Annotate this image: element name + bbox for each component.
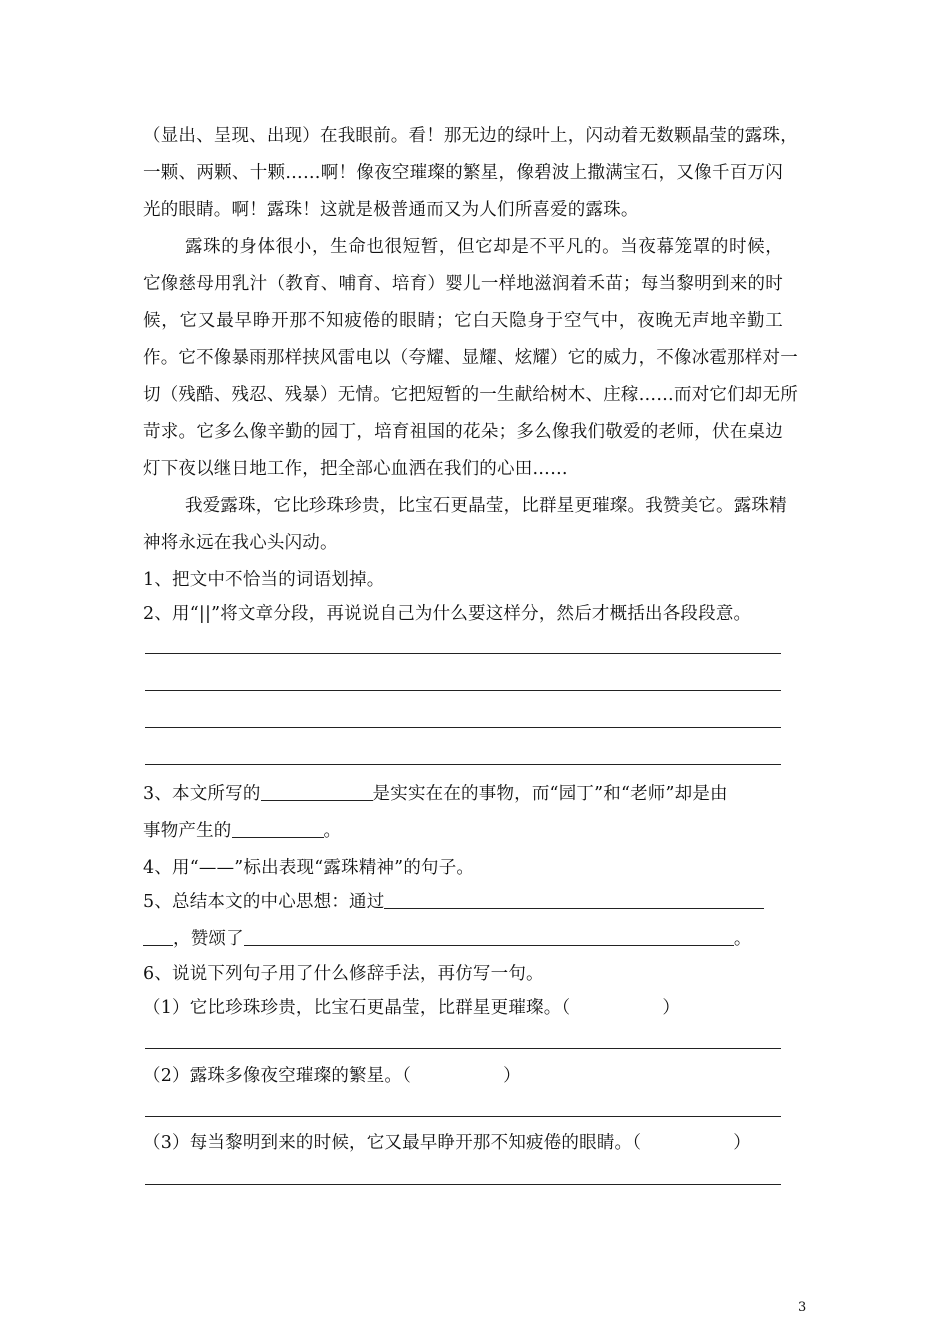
question-6-1	[143, 996, 783, 1020]
passage-line-2: 一颗、两颗、十颗……啊！像夜空璀璨的繁星，像碧波上撒满宝石，又像千百万闪	[143, 163, 783, 183]
question-2: 2、用“||”将文章分段，再说说自己为什么要这样分，然后才概括出各段段意。	[143, 604, 752, 624]
close-paren: ）	[503, 1066, 521, 1086]
passage-line-9: 苛求。它多么像辛勤的园丁，培育祖国的花朵；多么像我们敬爱的老师，伏在桌边	[143, 422, 783, 442]
passage-line-8: 切（残酷、残忍、残暴）无情。它把短暂的一生献给树木、庄稼……而对它们却无所	[143, 385, 798, 405]
passage-line-6: 候，它又最早睁开那不知疲倦的眼睛；它白天隐身于空气中，夜晚无声地辛勤工	[143, 311, 783, 331]
passage-line-11: 我爱露珠，它比珍珠珍贵，比宝石更晶莹，比群星更璀璨。我赞美它。露珠精	[185, 496, 787, 516]
question-3	[143, 782, 783, 806]
passage-line-5: 它像慈母用乳汁（教育、哺育、培育）婴儿一样地滋润着禾苗；每当黎明到来的时	[143, 274, 783, 294]
fill-in-blank[interactable]	[261, 782, 373, 801]
close-paren: ）	[733, 1133, 751, 1153]
close-paren: ）	[662, 998, 681, 1018]
question-3-text-a: 3、本文所写的	[143, 784, 261, 804]
passage-line-10: 灯下夜以继日地工作，把全部心血洒在我们的心田……	[143, 459, 568, 479]
page-number: 3	[798, 1300, 807, 1315]
question-6-2-text: （2）露珠多像夜空璀璨的繁星。（	[143, 1066, 412, 1086]
question-6-2	[143, 1064, 783, 1088]
question-3-text-c: 事物产生的	[143, 821, 232, 841]
question-5-text-a: 5、总结本文的中心思想：通过	[143, 892, 385, 912]
question-3-continued	[143, 819, 783, 843]
passage-line-3: 光的眼睛。啊！露珠！这就是极普通而又为人们所喜爱的露珠。	[143, 200, 639, 220]
fill-in-blank[interactable]	[384, 890, 764, 909]
answer-line[interactable]	[145, 1184, 781, 1185]
question-5-text-c: 。	[733, 929, 752, 949]
answer-line[interactable]	[145, 1116, 781, 1117]
question-6-3-text: （3）每当黎明到来的时候，它又最早睁开那不知疲倦的眼睛。（	[143, 1133, 642, 1153]
question-4: 4、用“——”标出表现“露珠精神”的句子。	[143, 858, 475, 878]
passage-line-4: 露珠的身体很小，生命也很短暂，但它却是不平凡的。当夜幕笼罩的时候，	[185, 237, 783, 257]
answer-line[interactable]	[145, 764, 781, 765]
answer-line[interactable]	[145, 727, 781, 728]
answer-line[interactable]	[145, 653, 781, 654]
question-3-text-b: 是实实在在的事物，而“园丁”和“老师”却是由	[372, 784, 728, 804]
answer-line[interactable]	[145, 690, 781, 691]
fill-in-blank[interactable]	[143, 927, 173, 946]
question-5-continued	[143, 927, 783, 951]
fill-in-blank[interactable]	[232, 819, 324, 838]
question-6-1-text: （1）它比珍珠珍贵，比宝石更晶莹，比群星更璀璨。（	[143, 998, 571, 1018]
question-5	[143, 890, 783, 914]
answer-line[interactable]	[145, 1048, 781, 1049]
question-6: 6、说说下列句子用了什么修辞手法，再仿写一句。	[143, 964, 544, 984]
question-5-text-b: ，赞颂了	[173, 929, 244, 949]
fill-in-blank[interactable]	[244, 927, 734, 946]
question-6-3	[143, 1131, 783, 1155]
question-3-text-d: 。	[323, 821, 342, 841]
passage-line-1: （显出、呈现、出现）在我眼前。看！那无边的绿叶上，闪动着无数颗晶莹的露珠，	[143, 126, 798, 146]
question-1: 1、把文中不恰当的词语划掉。	[143, 570, 385, 590]
passage-line-12: 神将永远在我心头闪动。	[143, 533, 338, 553]
passage-line-7: 作。它不像暴雨那样挟风雷电以（夸耀、显耀、炫耀）它的威力，不像冰雹那样对一	[143, 348, 798, 368]
